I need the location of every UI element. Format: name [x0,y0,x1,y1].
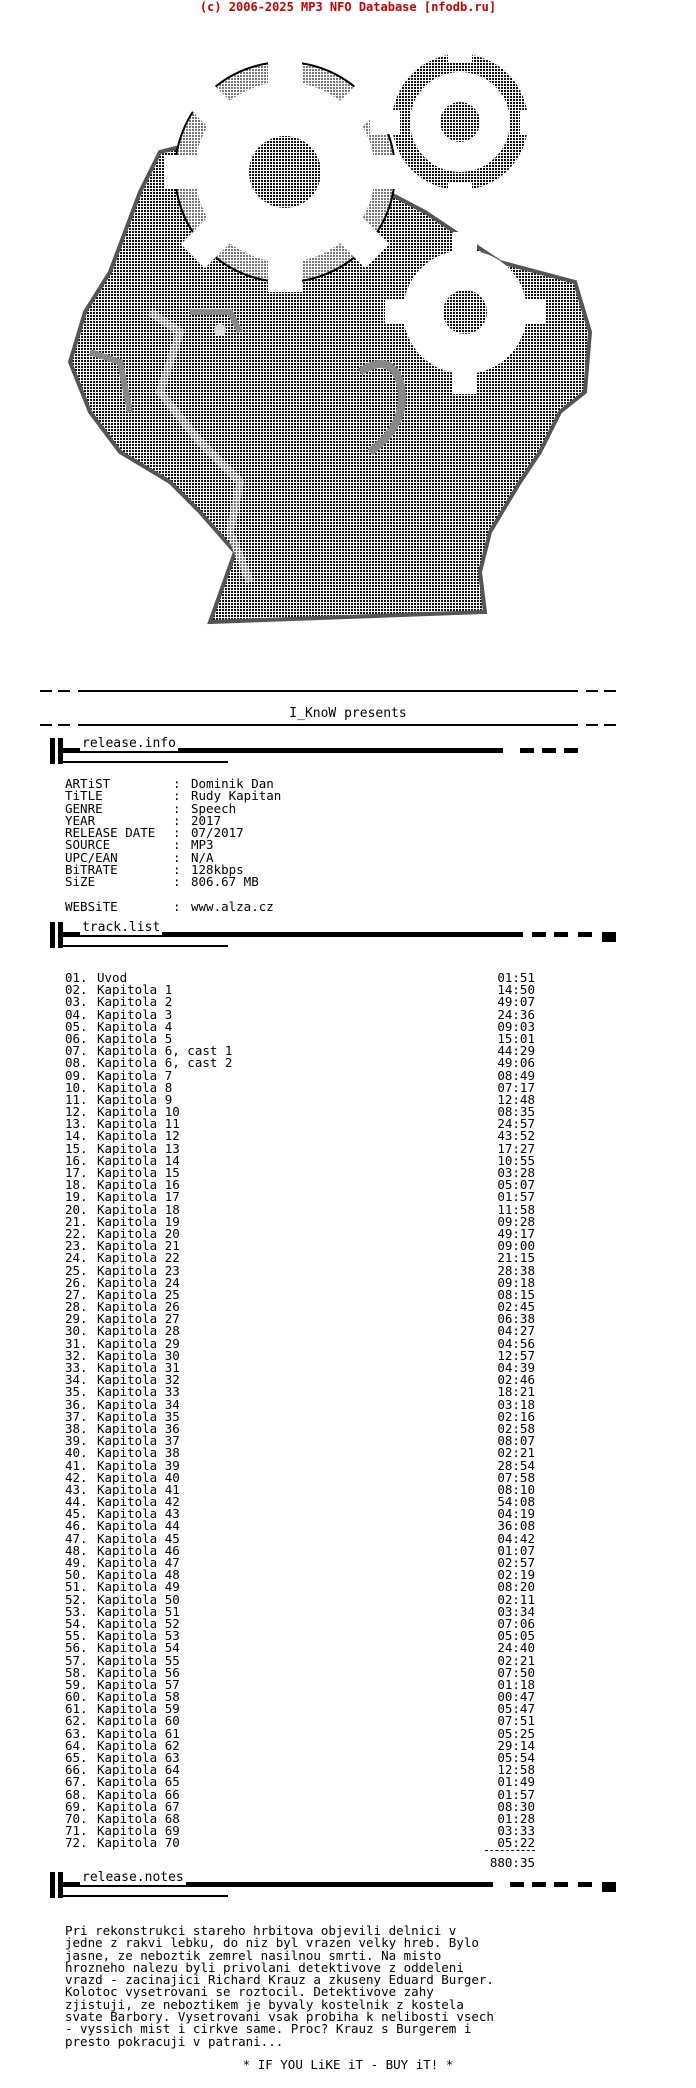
track-title: Kapitola 43 [97,1506,180,1522]
notes-line: svate Barbory. Vysetrovani vsak probiha k nelibosti vsech [65,2009,494,2025]
track-duration: 09:00 [497,1238,535,1254]
track-number: 13. [65,1116,88,1132]
track-title: Kapitola 15 [97,1165,180,1180]
track-number: 19. [65,1189,88,1205]
track-title: Kapitola 62 [97,1737,180,1753]
info-colon: : [173,825,181,841]
track-title: Kapitola 1 [97,982,173,998]
track-number: 31. [65,1335,88,1351]
release-info-block [65,778,281,913]
track-number: 71. [65,1823,88,1839]
track-title: Kapitola 42 [97,1494,180,1510]
track-duration: 08:20 [497,1579,535,1595]
track-number: 67. [65,1774,88,1790]
track-duration: 05:05 [497,1628,535,1644]
track-number: 56. [65,1640,88,1656]
track-duration: 43:52 [497,1128,535,1144]
separator-line [78,690,578,692]
track-number: 50. [65,1567,88,1583]
section-header-track-list [50,922,610,948]
track-title: Kapitola 38 [97,1445,180,1461]
info-value: Dominik Dan [191,776,274,791]
track-number: 14. [65,1128,88,1144]
track-duration: 02:58 [497,1420,535,1436]
info-value: 07/2017 [191,825,244,841]
track-number: 62. [65,1713,88,1729]
track-number: 44. [65,1494,88,1510]
track-number: 37. [65,1408,88,1424]
track-title: Kapitola 68 [97,1810,180,1826]
track-duration: 12:58 [497,1762,535,1778]
track-title: Kapitola 11 [97,1116,180,1132]
track-number: 25. [65,1262,88,1278]
track-duration: 02:21 [497,1445,535,1461]
track-title: Kapitola 49 [97,1579,180,1595]
track-title: Kapitola 16 [97,1177,180,1193]
track-duration: 49:17 [497,1225,535,1241]
track-number: 21. [65,1213,88,1229]
track-duration: 08:10 [497,1481,535,1497]
copyright-line: (c) 2006-2025 MP3 NFO Database [nfodb.ru] [199,0,497,14]
track-title: Kapitola 53 [97,1628,180,1644]
track-title: Kapitola 6, cast 2 [97,1055,233,1071]
track-duration: 12:48 [497,1091,535,1107]
info-key: SOURCE [65,837,111,853]
track-duration: 11:58 [497,1201,535,1217]
track-number: 06. [65,1030,88,1046]
track-number: 64. [65,1737,88,1753]
separator-dash [40,690,52,692]
track-duration: 00:47 [497,1689,535,1705]
track-duration: 05:47 [497,1701,535,1717]
track-duration: 07:17 [497,1079,535,1095]
track-title: Kapitola 55 [97,1652,180,1668]
track-title: Kapitola 18 [97,1201,180,1217]
track-title: Kapitola 24 [97,1274,180,1290]
track-number: 61. [65,1701,88,1717]
track-title: Kapitola 12 [97,1128,180,1144]
track-title: Kapitola 60 [97,1713,180,1729]
info-value: Rudy Kapitan [191,788,282,804]
track-number: 23. [65,1238,88,1254]
track-title: Kapitola 67 [97,1798,180,1814]
track-number: 60. [65,1689,88,1705]
notes-line: hrozneho nalezu byli privolani detektivove z oddeleni [65,1959,464,1975]
info-value: 128kbps [191,862,244,878]
track-title: Kapitola 13 [97,1140,180,1156]
info-colon: : [173,788,181,804]
track-title: Kapitola 23 [97,1262,180,1278]
track-duration: 08:30 [497,1798,535,1814]
info-row [65,876,281,888]
track-duration: 17:27 [497,1140,535,1156]
track-number: 16. [65,1152,88,1168]
track-duration: 24:36 [497,1006,535,1022]
track-number: 51. [65,1579,88,1595]
track-title: Kapitola 70 [97,1835,180,1851]
track-title: Kapitola 8 [97,1079,173,1095]
separator-dash [604,724,616,726]
track-title: Kapitola 35 [97,1408,180,1424]
track-duration: 05:07 [497,1177,535,1193]
total-separator [485,1850,535,1851]
track-duration: 01:51 [497,970,535,985]
track-number: 02. [65,982,88,998]
track-number: 17. [65,1165,88,1180]
track-title: Kapitola 31 [97,1360,180,1375]
track-duration: 14:50 [497,982,535,998]
track-row [65,1837,535,1849]
track-number: 32. [65,1347,88,1363]
track-duration: 44:29 [497,1043,535,1059]
track-duration: 08:15 [497,1286,535,1302]
head-with-gears-icon [30,12,630,682]
track-title: Kapitola 26 [97,1299,180,1315]
track-duration: 07:58 [497,1469,535,1485]
section-header-release-info [50,738,610,764]
track-number: 15. [65,1140,88,1156]
track-title: Kapitola 40 [97,1469,180,1485]
info-colon: : [173,812,181,828]
track-number: 69. [65,1798,88,1814]
track-title: Kapitola 7 [97,1067,173,1083]
track-title: Kapitola 50 [97,1591,180,1607]
info-value: N/A [191,849,214,865]
track-duration: 04:27 [497,1323,535,1339]
track-duration: 49:07 [497,994,535,1010]
track-duration: 01:18 [497,1676,535,1692]
track-duration: 29:14 [497,1737,535,1753]
section-title: release.info [82,736,176,751]
notes-line: Kolotoc vysetrovani se roztocil. Detektivove zahy [65,1984,434,2000]
track-number: 38. [65,1420,88,1436]
track-number: 35. [65,1384,88,1400]
track-duration: 05:22 [497,1835,535,1851]
separator-dash [58,724,70,726]
info-key: UPC/EAN [65,849,118,865]
track-number: 10. [65,1079,88,1095]
info-colon: : [173,776,181,791]
track-number: 20. [65,1201,88,1217]
track-duration: 04:39 [497,1360,535,1375]
track-duration: 49:06 [497,1055,535,1071]
notes-line: Pri rekonstrukci stareho hrbitova objevili delnici v [65,1923,457,1938]
track-duration: 28:54 [497,1457,535,1473]
track-number: 65. [65,1750,88,1765]
track-duration: 02:57 [497,1555,535,1570]
track-title: Kapitola 10 [97,1104,180,1120]
track-duration: 54:08 [497,1494,535,1510]
track-number: 47. [65,1530,88,1546]
track-number: 68. [65,1786,88,1802]
track-title: Kapitola 20 [97,1225,180,1241]
track-number: 58. [65,1664,88,1680]
info-key: SiZE [65,874,96,890]
section-header-release-notes [50,1872,610,1898]
slogan: * IF YOU LiKE iT - BUY iT! * [242,2057,454,2072]
track-title: Kapitola 63 [97,1750,180,1765]
separator-dash [58,690,70,692]
track-title: Kapitola 47 [97,1555,180,1570]
track-title: Kapitola 57 [97,1676,180,1692]
track-title: Kapitola 65 [97,1774,180,1790]
info-value: Speech [191,800,237,816]
track-title: Kapitola 36 [97,1420,180,1436]
track-list [65,972,535,1850]
info-colon: : [173,874,181,890]
track-number: 04. [65,1006,88,1022]
track-number: 42. [65,1469,88,1485]
separator-line [78,724,578,726]
track-title: Kapitola 48 [97,1567,180,1583]
track-duration: 24:57 [497,1116,535,1132]
info-colon: : [173,837,181,853]
track-duration: 03:33 [497,1823,535,1839]
info-key: WEBSiTE [65,898,118,914]
notes-line: jasne, ze neboztik zemrel nasilnou smrti. Na misto [65,1947,442,1963]
track-title: Kapitola 6, cast 1 [97,1043,233,1059]
track-title: Kapitola 17 [97,1189,180,1205]
track-number: 01. [65,970,88,985]
info-colon: : [173,849,181,865]
info-value: 806.67 MB [191,874,259,890]
track-title: Kapitola 29 [97,1335,180,1351]
track-duration: 07:50 [497,1664,535,1680]
track-duration: 05:54 [497,1750,535,1765]
track-number: 46. [65,1518,88,1534]
track-title: Kapitola 69 [97,1823,180,1839]
track-number: 36. [65,1396,88,1412]
track-duration: 08:49 [497,1067,535,1083]
track-number: 05. [65,1018,88,1034]
track-number: 66. [65,1762,88,1778]
info-row [65,898,281,914]
track-title: Uvod [97,970,128,985]
track-title: Kapitola 32 [97,1372,180,1388]
track-duration: 01:57 [497,1786,535,1802]
track-number: 63. [65,1725,88,1741]
info-value: 2017 [191,812,222,828]
track-title: Kapitola 19 [97,1213,180,1229]
track-number: 11. [65,1091,88,1107]
track-number: 41. [65,1457,88,1473]
track-number: 70. [65,1810,88,1826]
track-duration: 03:28 [497,1165,535,1180]
presents-title: I_KnoW presents [289,706,407,721]
track-number: 33. [65,1360,88,1375]
track-number: 08. [65,1055,88,1071]
track-number: 07. [65,1043,88,1059]
info-colon: : [173,898,181,914]
track-duration: 08:07 [497,1433,535,1449]
track-duration: 02:46 [497,1372,535,1388]
track-duration: 18:21 [497,1384,535,1400]
track-number: 28. [65,1299,88,1315]
track-duration: 06:38 [497,1311,535,1327]
track-number: 48. [65,1542,88,1558]
track-title: Kapitola 28 [97,1323,180,1339]
track-title: Kapitola 25 [97,1286,180,1302]
track-title: Kapitola 9 [97,1091,173,1107]
track-duration: 01:07 [497,1542,535,1558]
track-title: Kapitola 33 [97,1384,180,1400]
track-title: Kapitola 30 [97,1347,180,1363]
track-duration: 04:56 [497,1335,535,1351]
track-number: 03. [65,994,88,1010]
track-title: Kapitola 56 [97,1664,180,1680]
track-title: Kapitola 58 [97,1689,180,1705]
track-number: 49. [65,1555,88,1570]
track-number: 29. [65,1311,88,1327]
track-title: Kapitola 39 [97,1457,180,1473]
track-title: Kapitola 14 [97,1152,180,1168]
track-title: Kapitola 51 [97,1603,180,1619]
track-title: Kapitola 59 [97,1701,180,1717]
track-duration: 08:35 [497,1104,535,1120]
track-duration: 21:15 [497,1250,535,1266]
track-duration: 36:08 [497,1518,535,1534]
track-title: Kapitola 34 [97,1396,180,1412]
separator-dash [40,724,52,726]
track-number: 18. [65,1177,88,1193]
info-value: www.alza.cz [191,898,274,914]
notes-line: zjistuji, ze neboztikem je byvaly kostelnik z kostela [65,1996,464,2012]
notes-line: - vyssich mist i cirkve same. Proc? Krauz s Burgerem i [65,2021,472,2037]
track-title: Kapitola 37 [97,1433,180,1449]
track-number: 57. [65,1652,88,1668]
track-duration: 02:19 [497,1567,535,1583]
track-title: Kapitola 66 [97,1786,180,1802]
notes-line: presto pokracuji v patrani... [65,2033,284,2049]
track-duration: 02:16 [497,1408,535,1424]
track-number: 22. [65,1225,88,1241]
total-time: 880:35 [489,1855,535,1870]
notes-line: jedne z rakvi lebku, do niz byl vrazen velky hreb. Bylo [65,1935,479,1951]
track-duration: 04:42 [497,1530,535,1546]
track-title: Kapitola 64 [97,1762,180,1778]
track-title: Kapitola 54 [97,1640,180,1656]
track-title: Kapitola 5 [97,1030,173,1046]
track-number: 72. [65,1835,88,1851]
separator-dash [586,690,598,692]
track-duration: 09:28 [497,1213,535,1229]
track-number: 26. [65,1274,88,1290]
track-number: 59. [65,1676,88,1692]
track-title: Kapitola 41 [97,1481,180,1497]
track-duration: 28:38 [497,1262,535,1278]
track-title: Kapitola 21 [97,1238,180,1254]
track-title: Kapitola 3 [97,1006,173,1022]
track-duration: 02:21 [497,1652,535,1668]
track-number: 53. [65,1603,88,1619]
section-title: release.notes [82,1870,184,1885]
track-number: 40. [65,1445,88,1461]
track-title: Kapitola 44 [97,1518,180,1534]
track-number: 24. [65,1250,88,1266]
track-duration: 03:34 [497,1603,535,1619]
info-key: TiTLE [65,788,103,804]
track-number: 43. [65,1481,88,1497]
track-title: Kapitola 45 [97,1530,180,1546]
info-colon: : [173,862,181,878]
track-duration: 02:45 [497,1299,535,1315]
track-title: Kapitola 61 [97,1725,180,1741]
track-title: Kapitola 22 [97,1250,180,1266]
track-title: Kapitola 2 [97,994,173,1010]
release-notes-text [65,1925,585,2048]
track-title: Kapitola 46 [97,1542,180,1558]
track-duration: 10:55 [497,1152,535,1168]
track-duration: 02:11 [497,1591,535,1607]
track-duration: 12:57 [497,1347,535,1363]
track-number: 12. [65,1104,88,1120]
track-duration: 03:18 [497,1396,535,1412]
track-title: Kapitola 52 [97,1615,180,1631]
track-duration: 01:57 [497,1189,535,1205]
info-colon: : [173,800,181,816]
track-number: 27. [65,1286,88,1302]
track-duration: 04:19 [497,1506,535,1522]
track-duration: 07:06 [497,1615,535,1631]
track-number: 45. [65,1506,88,1522]
track-duration: 09:03 [497,1018,535,1034]
separator-dash [604,690,616,692]
notes-line: vrazd - zacinajici Richard Krauz a zkuseny Eduard Burger. [65,1972,494,1988]
info-key: BiTRATE [65,862,118,878]
info-key: YEAR [65,812,96,828]
info-key: ARTiST [65,776,111,791]
track-title: Kapitola 4 [97,1018,173,1034]
track-number: 39. [65,1433,88,1449]
track-duration: 07:51 [497,1713,535,1729]
track-duration: 05:25 [497,1725,535,1741]
track-duration: 15:01 [497,1030,535,1046]
info-key: RELEASE DATE [65,825,156,841]
track-duration: 09:18 [497,1274,535,1290]
track-number: 30. [65,1323,88,1339]
track-duration: 01:28 [497,1810,535,1826]
info-key: GENRE [65,800,103,816]
track-number: 54. [65,1615,88,1631]
track-number: 55. [65,1628,88,1644]
track-duration: 01:49 [497,1774,535,1790]
track-title: Kapitola 27 [97,1311,180,1327]
track-number: 09. [65,1067,88,1083]
track-number: 52. [65,1591,88,1607]
track-duration: 24:40 [497,1640,535,1656]
track-number: 34. [65,1372,88,1388]
info-value: MP3 [191,837,214,853]
separator-dash [586,724,598,726]
section-title: track.list [82,920,161,935]
